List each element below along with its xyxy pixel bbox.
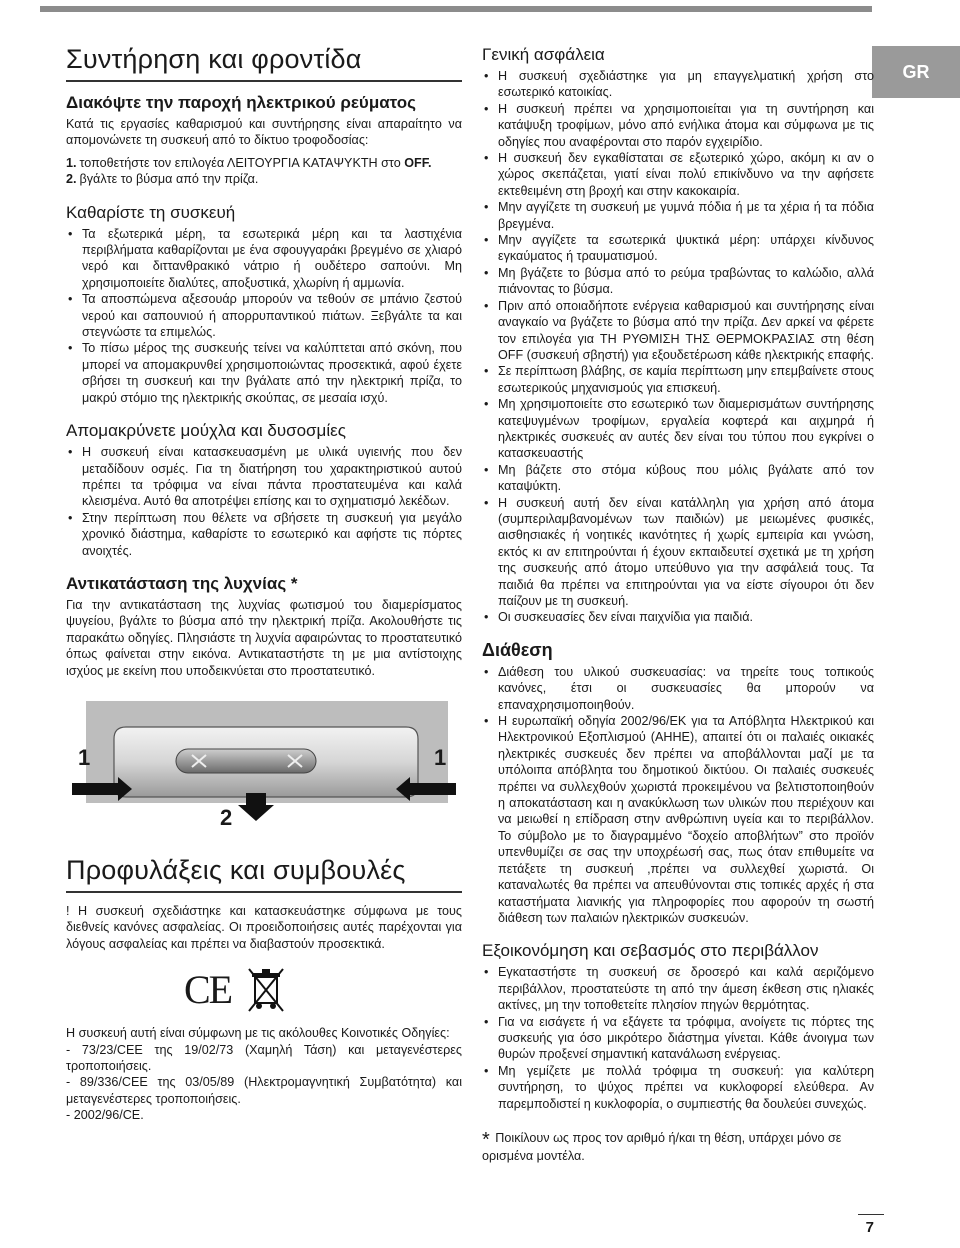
list-item: • Μην αγγίζετε τα εσωτερικά ψυκτικά μέρη: υπάρχει κίνδυνος εγκαύματος ή τραυματισμού. [482, 232, 874, 265]
list-item: • Τα αποσπώμενα αξεσουάρ μπορούν να τεθούν σε μπάνιο ζεστού νερού και σαπουνιού ή απορρυπαντικού πιάτων. Ξεβγάλτε τα και στεγνώστε τα επιμελώς. [66, 291, 462, 340]
list-item: • Μη βγάζετε το βύσμα από το ρεύμα τραβώντας το καλώδιο, αλλά πιάνοντας το βύσμα. [482, 265, 874, 298]
clean-heading: Καθαρίστε τη συσκευή [66, 202, 236, 222]
list-item: • Για να εισάγετε ή να εξάγετε τα τρόφιμα, ανοίγετε τις πόρτες της συσκευής για όσο μικρότερο διάστημα γίνεται. Κάθε άνοιγμα των θυρών προξενεί σημαντική κατανάλωση ενέργειας. [482, 1014, 874, 1063]
list-item: • Μη γεμίζετε με πολλά τρόφιμα τη συσκευή: για καλύτερη συντήρηση, το ψύχος πρέπει να κυκλοφορεί ελεύθερα. Αν παρεμποδιστεί η κυκλοφορία, ο συμπιεστής θα δουλεύει συνεχώς. [482, 1063, 874, 1112]
precautions-title: Προφυλάξεις και συμβουλές [66, 855, 462, 893]
disposal-list [482, 664, 874, 927]
list-item: • Σε περίπτωση βλάβης, σε καμία περίπτωση μην επεμβαίνετε στους εσωτερικούς μηχανισμούς για επισκευή. [482, 363, 874, 396]
list-item: • Οι συσκευασίες δεν είναι παιχνίδια για παιδιά. [482, 609, 874, 625]
precautions-text: ! Η συσκευή σχεδιάστηκε και κατασκευάστηκε σύμφωνα με τους διεθνείς κανόνες ασφαλείας. Οι προειδοποιήσεις αυτές παρέχονται για λόγους ασφαλείας και πρέπει να διαβαστούν προσεκτικά. [66, 903, 462, 951]
list-item: • Η συσκευή δεν εγκαθίσταται σε εξωτερικό χώρο, ακόμη κι αν ο χώρος σκεπάζεται, γιατί είναι πολύ επικίνδυνο να την αφήσετε εκτεθειμένη στη βροχή και στην κακοκαιρία. [482, 150, 874, 199]
list-item: • Η συσκευή είναι κατασκευασμένη με υλικά υγιεινής που δεν μεταδίδουν οσμές. Για τη διατήρηση του χαρακτηριστικού αυτού πρέπει τα τρόφιμα να είναι πάντα προστατευμένα και καλά κλεισμένα. Αυτό θα αποτρέψει επίσης και το σχηματισμό λεκέδων. [66, 444, 462, 510]
list-item: • Στην περίπτωση που θέλετε να σβήσετε τη συσκευή για μεγάλο χρονικό διάστημα, καθαρίστε το εσωτερικό και αφήστε τις πόρτες ανοιχτές. [66, 510, 462, 559]
page-title: Συντήρηση και φροντίδα [66, 44, 462, 82]
directive-item: - 2002/96/CE. [66, 1108, 144, 1123]
page-number-rule [858, 1214, 884, 1215]
list-item: • Το πίσω μέρος της συσκευής τείνει να καλύπτεται από σκόνη, που μπορεί να απομακρυνθεί χρησιμοποιώντας προσεκτικά, αφού έχετε σβήσει τη συσκευή και την βγάλατε από την ηλεκτρική πρίζα, το μακρύ στόμιο της ηλεκτρικής σκούπας, σε μεσαία ισχύ. [66, 340, 462, 406]
eco-list [482, 964, 874, 1112]
step-item: 1. τοποθετήστε τον επιλογέα ΛΕΙΤΟΥΡΓΙΑ ΚΑΤΑΨΥΚΤΗ στο OFF. [66, 155, 432, 170]
safety-list [482, 68, 874, 626]
mould-heading: Απομακρύνετε μούχλα και δυσοσμίες [66, 421, 346, 441]
power-heading: Διακόψτε την παροχή ηλεκτρικού ρεύματος [66, 93, 417, 112]
list-item: • Μη βάζετε στο στόμα κύβους που μόλις βγάλατε από τον καταψύκτη. [482, 462, 874, 495]
language-tab: GR [872, 46, 960, 98]
footnote-text: Ποικίλουν ως προς τον αριθμό ή/και τη θέση, υπάρχει μόνο σε ορισμένα μοντέλα. [482, 1130, 842, 1164]
figure-label-1-left: 1 [78, 744, 91, 770]
figure-label-1-right: 1 [434, 744, 447, 770]
compliance-marks [66, 966, 462, 1013]
list-item: • Η συσκευή αυτή δεν είναι κατάλληλη για χρήση από άτομα (συμπεριλαμβανομένων των παιδιών) με μειωμένες φυσικές, αισθησιακές ή νοητικές ικανότητες ή χωρίς εμπειρία και γνώση, εκτός κι αν επιτηρούνται ή έχουν εκπαιδευτεί σχετικά με τη χρήση της συσκευής από άτομο υπεύθυνο για την ασφάλειά τους. Τα παιδιά θα πρέπει να επιτηρούνται για να είστε σίγουροι ότι δεν παίζουν με τη συσκευή. [482, 495, 874, 610]
footnote [482, 1130, 874, 1165]
list-item: • Η συσκευή πρέπει να χρησιμοποιείται για τη συντήρηση και κατάψυξη τροφίμων, μόνο από ενήλικα άτομα και σύμφωνα με τις οδηγίες που αναφέρονται στο παρόν εγχειρίδιο. [482, 101, 874, 150]
list-item: • Μη χρησιμοποιείτε στο εσωτερικό των διαμερισμάτων συντήρησης κατεψυγμένων τροφίμων, εργαλεία κοφτερά και αιχμηρά ή ηλεκτρικές συσκευές αν αυτές δεν είναι του τύπου που εγκρίνει ο κατασκευαστής [482, 396, 874, 462]
list-item: • Η συσκευή σχεδιάστηκε για μη επαγγελματική χρήση στο εσωτερικό κατοικίας. [482, 68, 874, 101]
ce-mark: CE [184, 967, 232, 1013]
list-item: • Εγκαταστήστε τη συσκευή σε δροσερό και καλά αεριζόμενο περιβάλλον, προστατεύστε τη από την άμεση έκθεση στις ηλιακές ακτίνες, μη την τοποθετείτε πλησίον πηγών θερμότητας. [482, 964, 874, 1013]
mould-list [66, 444, 462, 559]
lamp-heading: Αντικατάσταση της λυχνίας * [66, 573, 298, 593]
right-column [482, 44, 874, 1165]
disposal-heading: Διάθεση [482, 639, 553, 660]
list-item: • Πριν από οποιαδήποτε ενέργεια καθαρισμού και συντήρησης είναι αναγκαίο να βγάζετε το βύσμα από την πρίζα. Δεν αρκεί να φέρετε τον επιλογέα για ΤΗ ΡΥΘΜΙΣΗ ΤΗΣ ΘΕΡΜΟΚΡΑΣΙΑΣ στη θέση OFF (συσκευή σβηστή) για εξουδετέρωση κάθε ηλεκτρικής επαφής. [482, 298, 874, 364]
footnote-star: * [482, 1128, 490, 1151]
weee-bin-icon [247, 967, 285, 1013]
power-intro: Κατά τις εργασίες καθαρισμού και συντήρησης είναι απαραίτητο να απομονώνετε τη συσκευή από το δίκτυο τροφοδοσίας: [66, 117, 462, 148]
clean-list [66, 226, 462, 406]
lamp-cover-illustration [66, 697, 462, 831]
list-item: • Μην αγγίζετε τη συσκευή με γυμνά πόδια ή με τα χέρια ή τα πόδια βρεγμένα. [482, 199, 874, 232]
directive-item: - 89/336/CEE της 03/05/89 (Ηλεκτρομαγνητική Συμβατότητα) και μεταγενέστερες τροποποιήσεις. [66, 1075, 462, 1106]
list-item: • Διάθεση του υλικού συσκευασίας: να τηρείτε τους τοπικούς κανόνες, έτσι οι συσκευασίες θα μπορούν να επαναχρησιμοποιηθούν. [482, 664, 874, 713]
power-steps [66, 155, 462, 188]
directives-intro: Η συσκευή αυτή είναι σύμφωνη με τις ακόλουθες Κοινοτικές Οδηγίες: [66, 1026, 450, 1041]
eco-heading: Εξοικονόμηση και σεβασμός στο περιβάλλον [482, 941, 819, 961]
figure-label-2: 2 [220, 804, 233, 830]
page-number: 7 [865, 1219, 874, 1236]
step-item: 2. βγάλτε το βύσμα από την πρίζα. [66, 172, 259, 187]
directive-item: - 73/23/CEE της 19/02/73 (Χαμηλή Τάση) και μεταγενέστερες τροποποιήσεις. [66, 1042, 462, 1073]
left-column [66, 44, 462, 1124]
lamp-text: Για την αντικατάσταση της λυχνίας φωτισμού του διαμερίσματος ψυγείου, βγάλτε το βύσμα από την ηλεκτρική πρίζα. Ακολουθήστε τις παρακάτω οδηγίες. Πλησιάστε τη λυχνία αφαιρώντας το προστατευτικό όπως φαίνεται στην εικόνα. Αντικαταστήστε τη με μια αντίστοιχης ισχύος με εκείνη που υποδεικνύεται στο προστατευτικό. [66, 597, 462, 678]
list-item: • Η ευρωπαϊκή οδηγία 2002/96/ΕΚ για τα Απόβλητα Ηλεκτρικού και Ηλεκτρονικού Εξοπλισμού (ΑΗΗΕ), απαιτεί ότι οι παλαιές οικιακές ηλεκτρικές συσκευές δεν πρέπει να αποβάλλονται μαζί με τα υπόλοιπα απόβλητα του δημοτικού δικτύου. Οι παλαιές συσκευές πρέπει να συλλεχθούν χωριστά προκειμένου να βελτιστοποιηθούν η αποκατάσταση και η ανακύκλωση των υλικών που περιέχουν και να μειωθεί η επίδραση στην ανθρώπινη υγεία και το περιβάλλον. Το σύμβολο με το διαγραμμένο “δοχείο αποβλήτων” στο προϊόν υπενθυμίζει σε σας την υποχρέωσή σας, πως όταν επιθυμείτε να πετάξετε τη συσκευή ,πρέπει να συλλεχθεί χωριστά. Οι καταναλωτές θα πρέπει να απευθύνονται στις τοπικές αρχές ή στα καταστήματα λιανικής για πληροφορίες που αφορούν τη σωστή διάθεση των παλαιών ηλεκτρικών συσκευών. [482, 713, 874, 926]
list-item: • Τα εξωτερικά μέρη, τα εσωτερικά μέρη και τα λαστιχένια περιβλήματα καθαρίζονται με ένα σφουγγαράκι βρεγμένο σε χλιαρό νερό και διττανθρακικό νάτριο ή ουδέτερο σαπούνι. Μη χρησιμοποιείτε διαλύτες, αποξυστικά, χλωρίνη ή αμμωνία. [66, 226, 462, 292]
safety-heading: Γενική ασφάλεια [482, 45, 605, 64]
lamp-figure [66, 697, 462, 831]
top-bar [40, 6, 872, 12]
